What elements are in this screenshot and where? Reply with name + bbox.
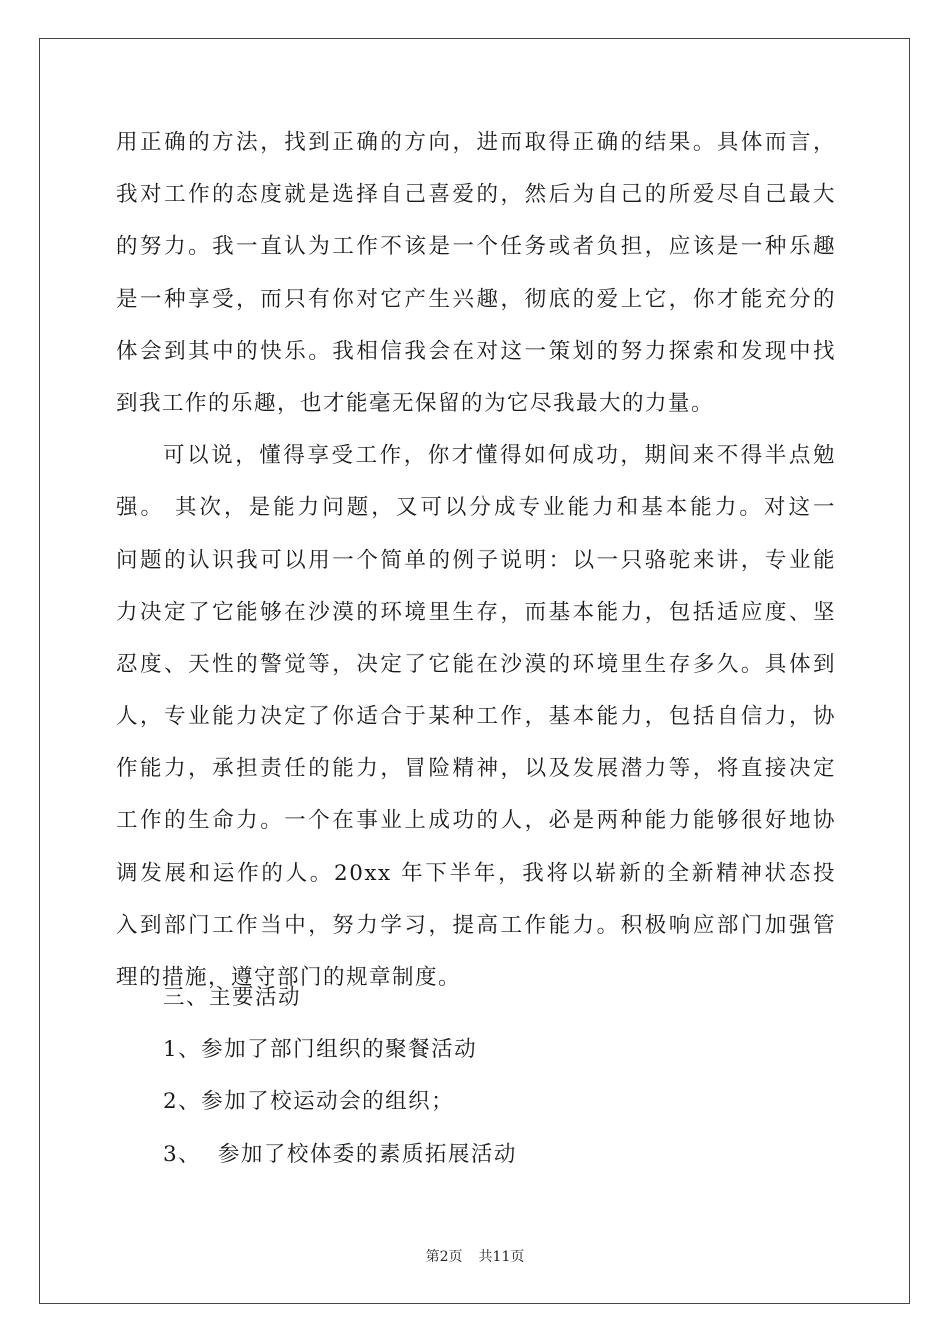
text-line: 到我工作的乐趣，也才能毫无保留的为它尽我最大的力量。 [116,390,715,416]
text-line: 可以说，懂得享受工作，你才懂得如何成功，期间来不得半点勉 [163,443,836,469]
text-line: 问题的认识我可以用一个简单的例子说明：以一只骆驼来讲，专业能 [116,547,836,573]
activities-section [163,983,517,1192]
text-line: 人，专业能力决定了你适合于某种工作，基本能力，包括自信力，协 [116,704,836,730]
text-line: 强。 其次，是能力问题，又可以分成专业能力和基本能力。对这一 [116,495,836,521]
page-total: 共11页 [478,1249,525,1265]
page-footer [0,1246,950,1266]
text-line: 入到部门工作当中，努力学习，提高工作能力。积极响应部门加强管 [116,912,836,938]
text-line: 工作的生命力。一个在事业上成功的人，必是两种能力能够很好地协 [116,808,836,834]
page-number: 第2页 [425,1249,463,1265]
text-line: 体会到其中的快乐。我相信我会在对这一策划的努力探索和发现中找 [116,338,836,364]
text-line: 力决定了它能够在沙漠的环境里生存，而基本能力，包括适应度、坚 [116,599,836,625]
body-text [116,128,836,1015]
activity-item: 3、 参加了校体委的素质拓展活动 [163,1141,517,1167]
text-line: 是一种享受，而只有你对它产生兴趣，彻底的爱上它，你才能充分的 [116,286,836,312]
section-heading: 三、主要活动 [163,985,302,1010]
text-line: 忍度、天性的警觉等，决定了它能在沙漠的环境里生存多久。具体到 [116,651,836,677]
text-line: 的努力。我一直认为工作不该是一个任务或者负担，应该是一种乐趣 [116,234,836,260]
text-line: 作能力，承担责任的能力，冒险精神，以及发展潜力等，将直接决定 [116,756,836,782]
text-line: 理的措施，遵守部门的规章制度。 [116,965,462,990]
activity-item: 2、参加了校运动会的组织； [163,1089,455,1115]
text-line: 调发展和运作的人。20xx 年下半年，我将以崭新的全新精神状态投 [116,860,836,886]
text-line: 我对工作的态度就是选择自己喜爱的，然后为自己的所爱尽自己最大 [116,182,836,208]
activity-item: 1、参加了部门组织的聚餐活动 [163,1037,478,1063]
text-line: 用正确的方法，找到正确的方向，进而取得正确的结果。具体而言， [116,130,836,155]
